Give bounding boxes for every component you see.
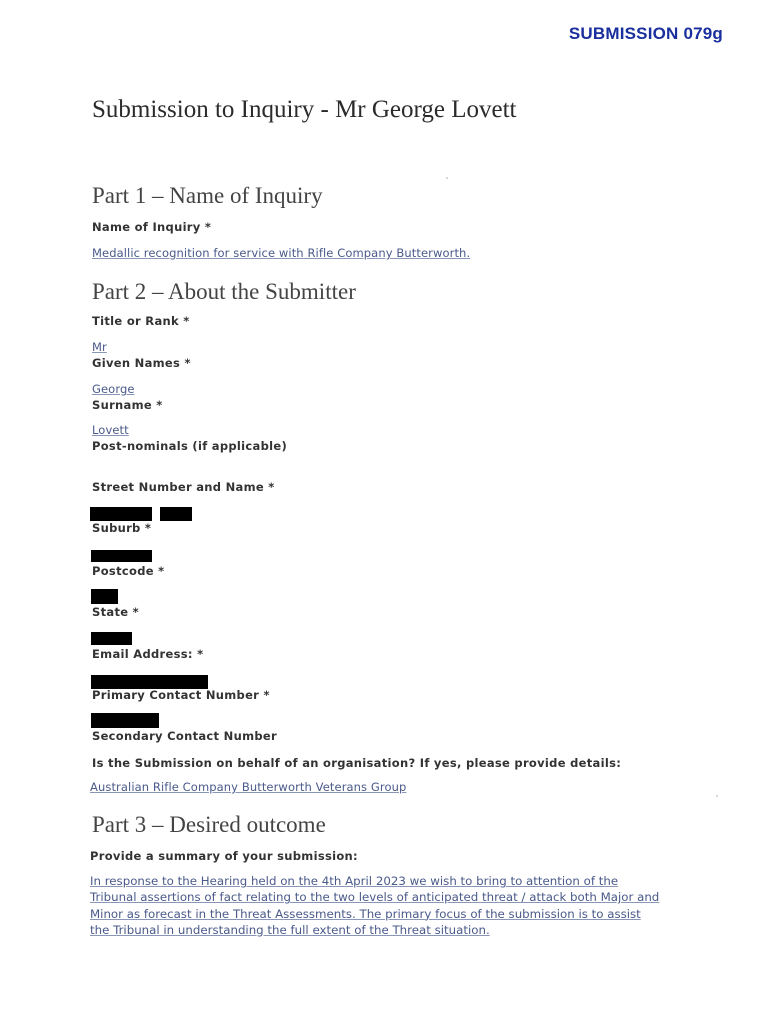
- value-organisation: Australian Rifle Company Butterworth Veterans Group: [90, 780, 407, 794]
- label-suburb: Suburb *: [92, 521, 152, 535]
- redaction-postcode: [91, 589, 118, 604]
- document-title: Submission to Inquiry - Mr George Lovett: [92, 96, 517, 123]
- value-title-or-rank: Mr: [92, 340, 107, 354]
- value-name-of-inquiry: Medallic recognition for service with Rifle Company Butterworth.: [92, 246, 471, 260]
- label-street: Street Number and Name *: [92, 480, 275, 494]
- redaction-street-number: [90, 507, 152, 521]
- scan-speck: [716, 795, 718, 797]
- redaction-email: [91, 675, 208, 689]
- redaction-suburb: [91, 550, 152, 562]
- part3-heading: Part 3 – Desired outcome: [92, 812, 326, 837]
- label-state: State *: [92, 605, 139, 619]
- scan-speck: [446, 177, 448, 179]
- redaction-state: [91, 632, 132, 645]
- label-surname: Surname *: [92, 398, 163, 412]
- redaction-street-name: [160, 507, 192, 521]
- label-name-of-inquiry: Name of Inquiry *: [92, 220, 212, 234]
- summary-paragraph: In response to the Hearing held on the 4th April 2023 we wish to bring to attention of the Tribunal assertions of fact relating to the two levels of anticipated threat / attack both Major and Minor as forecast in the Threat Assessments. The primary focus of the submission is to assist the Tribunal in understanding the full extent of the Threat situation.: [90, 874, 660, 937]
- value-surname: Lovett: [92, 423, 129, 437]
- label-given-names: Given Names *: [92, 356, 191, 370]
- part2-heading: Part 2 – About the Submitter: [92, 279, 356, 304]
- label-post-nominals: Post-nominals (if applicable): [92, 439, 288, 453]
- part1-heading: Part 1 – Name of Inquiry: [92, 183, 323, 208]
- label-email: Email Address: *: [92, 647, 204, 661]
- value-given-names: George: [92, 382, 135, 396]
- label-summary: Provide a summary of your submission:: [90, 849, 358, 863]
- submission-stamp: SUBMISSION 079g: [568, 24, 723, 43]
- label-secondary-contact: Secondary Contact Number: [92, 729, 277, 743]
- label-title-or-rank: Title or Rank *: [92, 314, 190, 328]
- label-postcode: Postcode *: [92, 564, 165, 578]
- redaction-primary-contact: [91, 713, 159, 728]
- label-primary-contact: Primary Contact Number *: [92, 688, 270, 702]
- label-organisation: Is the Submission on behalf of an organisation? If yes, please provide details:: [92, 756, 622, 770]
